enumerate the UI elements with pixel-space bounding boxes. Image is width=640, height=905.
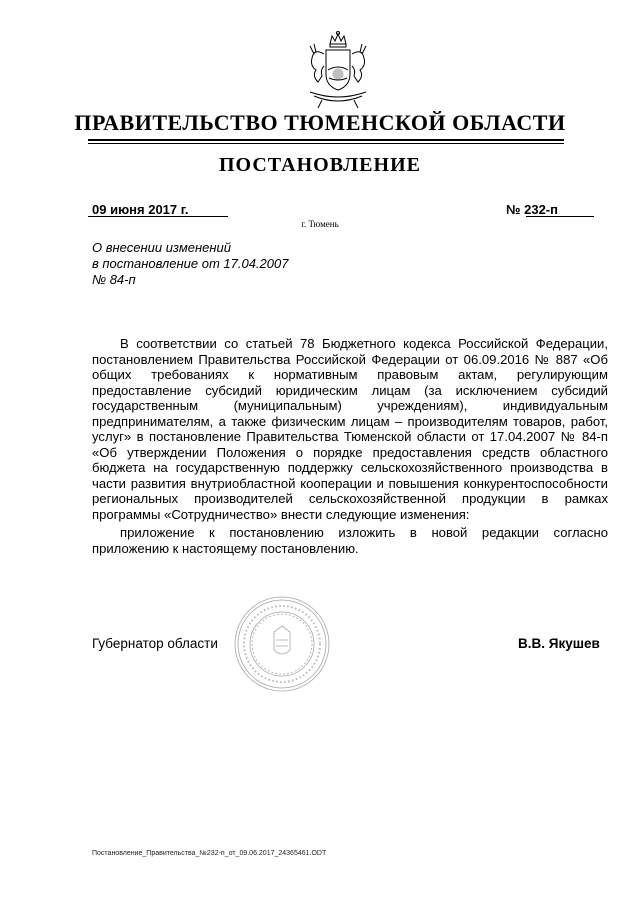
title-divider-thin xyxy=(88,143,564,144)
signer-position: Губернатор области xyxy=(92,636,218,651)
date-underline xyxy=(88,216,228,217)
body-paragraph: приложение к постановлению изложить в новой редакции согласно приложению к настоящему постановлению. xyxy=(92,525,608,556)
number-underline xyxy=(526,216,594,217)
signer-name: В.В. Якушев xyxy=(518,636,600,651)
body-paragraph: В соответствии со статьей 78 Бюджетного кодекса Российской Федерации, постановлением Правительства Российской Федерации от 06.09.2016 № 887 «Об общих требованиях к нормативным правовым актам, регулирующим предоставление субсидий юридическим лицам (за исключением субсидий государственным (муниципальным) учреждениям), индивидуальным предпринимателям, а также физическим лицам – производителям товаров, работ, услуг» в постановление Правительства Тюменской области от 17.04.2007 № 84-п «Об утверждении Положения о порядке предоставления средств областного бюджета на государственную поддержку сельскохозяйственного производства в части развития внутриобластной кооперации и повышения конкурентоспособности региональных производителей сельскохозяйственной продукции в рамках программы «Сотрудничество» внести следующие изменения: xyxy=(92,336,608,522)
title-divider xyxy=(88,139,564,141)
document-number: № 232-п xyxy=(506,202,558,217)
document-subject xyxy=(92,240,288,288)
file-footer: Постановление_Правительства_№232-п_от_09.06.2017_24365461.ODT xyxy=(92,850,327,857)
subject-line: № 84-п xyxy=(92,272,136,287)
subject-line: в постановление от 17.04.2007 xyxy=(92,256,289,271)
city: г. Тюмень xyxy=(301,219,339,229)
document-body xyxy=(92,336,608,559)
coat-of-arms-icon xyxy=(296,30,380,110)
document-date: 09 июня 2017 г. xyxy=(92,202,189,217)
official-seal-icon xyxy=(232,594,332,694)
document-type: ПОСТАНОВЛЕНИЕ xyxy=(219,154,421,176)
subject-line: О внесении изменений xyxy=(92,240,231,255)
organization-title: ПРАВИТЕЛЬСТВО ТЮМЕНСКОЙ ОБЛАСТИ xyxy=(74,110,566,135)
